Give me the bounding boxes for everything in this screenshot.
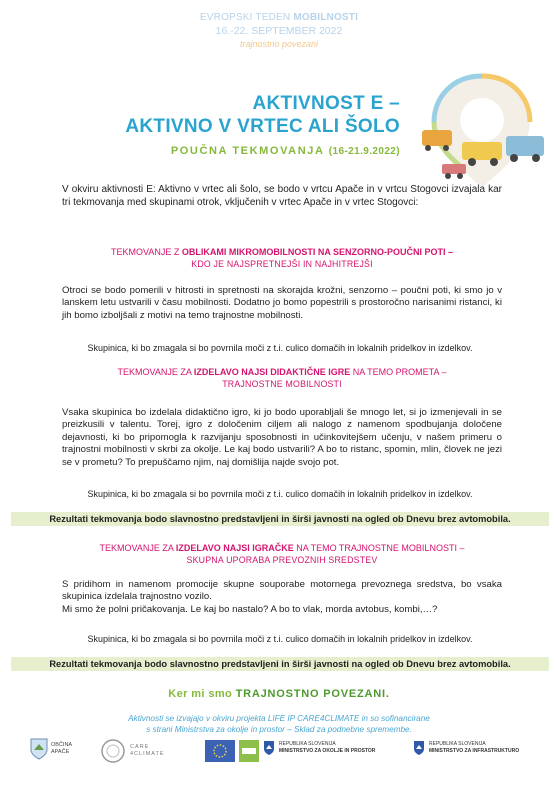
care4climate-logo: CARE 4CLIMATE [100,738,172,764]
care4climate-icon [100,738,126,764]
ministry-infrastructure-logo: REPUBLIKA SLOVENIJA MINISTRSTVO ZA INFRASTRUKTURO [413,740,519,756]
header-dates: 16.-22. SEPTEMBER 2022 [215,25,343,37]
competition-3-heading: TEKMOVANJE ZA IZDELAVO NAJSI IGRAČKE NA TEMO TRAJNOSTNE MOBILNOSTI – SKUPNA UPORABA PREVOZNIH SREDSTEV [99,543,465,565]
results-note: Rezultati tekmovanja bodo slavnostno predstavljeni in širši javnosti na ogled ob Dnevu brez avtomobila. [11,512,549,526]
competition-1-heading: TEKMOVANJE Z OBLIKAMI MIKROMOBILNOSTI NA SENZORNO-POUČNI POTI – KDO JE NAJSPRETNEJŠI IN NAJHITREJŠI [110,247,453,269]
competition-1-prize: Skupinica, ki bo zmagala si bo povrnila moči z t.i. culico domačih in lokalnih pridelkov in izdelkov. [87,343,473,353]
coat-of-arms-icon [30,738,48,760]
slovenia-coat-icon [413,740,425,756]
header-tagline: trajnostno povezani [239,39,319,49]
competition-2-prize: Skupinica, ki bo zmagala si bo povrnila moči z t.i. culico domačih in lokalnih pridelkov in izdelkov. [87,489,473,499]
competition-3-description: S pridihom in namenom promocije skupne souporabe motornega prevoznega sredstva, bo vsaka skupinica izdelala trajnostno vozilo. Mi smo že polni pričakovanja. Le kaj bo nastalo? A bo to vlak, morda avtobus, kombi,…? [62,579,502,615]
header-event-name: EVROPSKI TEDEN MOBILNOSTI [199,12,359,23]
intro-paragraph: V okviru aktivnosti E: Aktivno v vrtec ali šolo, se bodo v vrtcu Apače in v vrtcu Stogovci izvajala kar tri tekmovanja med skupinami otrok, vključenih v vrtec Apače in v vrtec Stogovci: [62,184,502,208]
eu-life-logo [205,740,259,762]
competition-2-heading: TEKMOVANJE ZA IZDELAVO NAJSI DIDAKTIČNE IGRE NA TEMO PROMETA – TRAJNOSTNE MOBILNOSTI [117,367,447,389]
title-line2: AKTIVNO V VRTEC ALI ŠOLO [125,116,400,137]
competition-2-description: Vsaka skupinica bo izdelala didaktično igro, ki jo bodo uporabljali še mnogo let, si jo izmenjevali in se preizkusili v talentu. Torej, igro z določenim ciljem ali nalogo z namenom spodbujanja določene dejavnosti, ki bo pripomogla k razvijanju sposobnosti in učinkovitejšem učenju, v našem primeru o trajnostni mobilnosti v skrbi za okolje. Le kaj bodo ustvarili? A bo to ristanc, spomin, mlin, človek ne jezi se v prometu? To prepuščamo njim, naj domišlija najde svojo pot. [62,407,502,468]
eu-flag-icon [205,740,235,762]
funding-note: Aktivnosti se izvajajo v okviru projekta LIFE IP CARE4CLIMATE in so sofinancirane s strani Ministrstva za okolje in prostor – Sklad za podnebne spremembe. [128,714,430,734]
obcina-apace-logo: OBČINA APAČE [30,738,75,760]
partner-logos [0,738,558,788]
slovenia-coat-icon [263,740,275,756]
subtitle: POUČNA TEKMOVANJA (16-21.9.2022) [170,145,400,157]
title-line1: AKTIVNOST E – [252,93,400,114]
ministry-environment-logo: REPUBLIKA SLOVENIJA MINISTRSTVO ZA OKOLJE IN PROSTOR [263,740,375,756]
results-note: Rezultati tekmovanja bodo slavnostno predstavljeni in širši javnosti na ogled ob Dnevu brez avtomobila. [11,657,549,671]
life-logo-icon [239,740,259,762]
competition-1-description: Otroci se bodo pomerili v hitrosti in spretnosti na skorajda krožni, senzorno – poučni poti, ki smo jo v lanskem letu ustvarili v času mobilnosti. Dodatno jo bomo popestrili s prostoročno narisanimi ristanci, ki jih bomo izboljšali z motivi na temo trajnostne mobilnosti. [62,285,502,321]
mobility-pin-illustration [412,70,552,190]
motto: Ker mi smo TRAJNOSTNO POVEZANI. [168,688,390,700]
competition-3-prize: Skupinica, ki bo zmagala si bo povrnila moči z t.i. culico domačih in lokalnih pridelkov in izdelkov. [87,634,473,644]
